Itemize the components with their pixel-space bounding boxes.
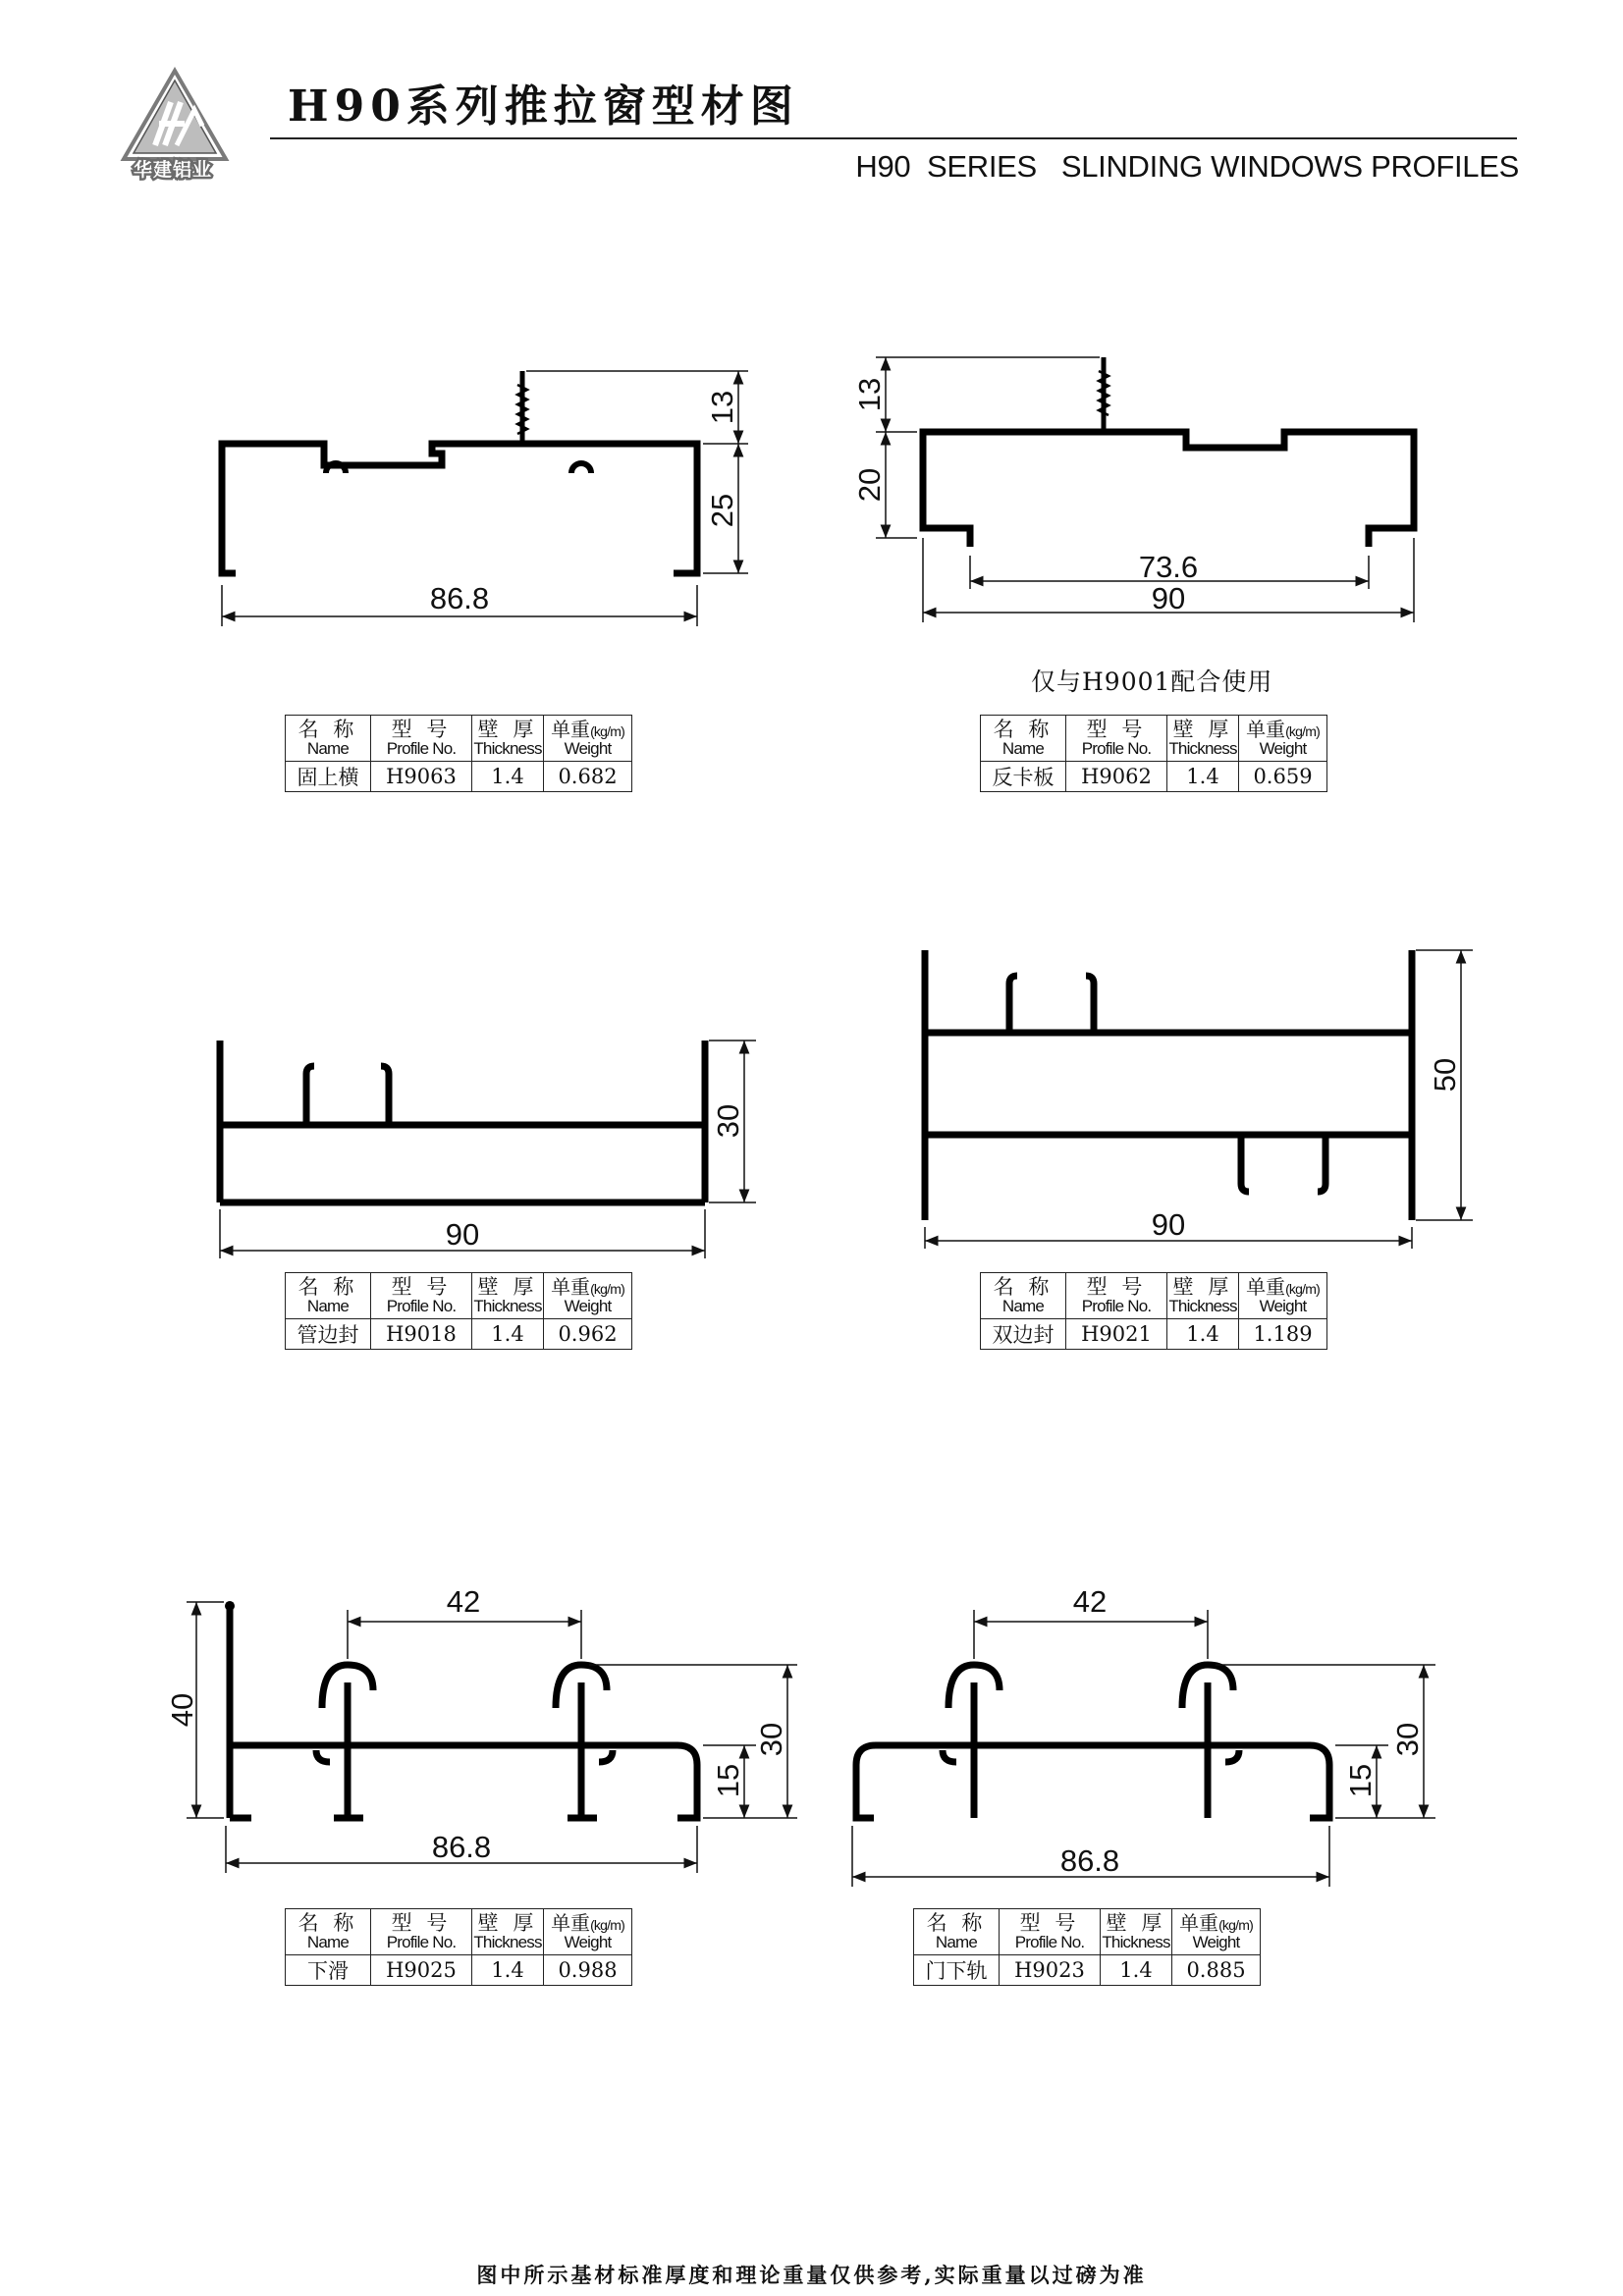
- profile-h9023-drawing: [856, 1665, 1329, 1818]
- profile-no: H9025: [371, 1955, 472, 1986]
- profile-thickness: 1.4: [472, 1319, 544, 1350]
- profile-no: H9023: [1000, 1955, 1101, 1986]
- profile-weight: 0.659: [1239, 762, 1327, 792]
- profile-name: 门下轨: [914, 1955, 1000, 1986]
- spec-table-h9021: 名 称 Name 型 号 Profile No. 壁 厚 Thickness 单重(kg/m) Weight 双边封 H9021 1.4 1.189: [980, 1272, 1327, 1350]
- profile-weight: 0.962: [544, 1319, 632, 1350]
- dim-h9062-width: 90: [1151, 581, 1186, 615]
- company-logo-text: 华建铝业: [133, 159, 212, 181]
- dim-h9062-height-a: 13: [852, 377, 887, 412]
- profile-no: H9063: [371, 762, 472, 792]
- dim-h9062-inner: 73.6: [1138, 550, 1199, 584]
- profile-thickness: 1.4: [1167, 762, 1239, 792]
- profile-name: 下滑: [286, 1955, 371, 1986]
- profile-h9018-drawing: [220, 1041, 705, 1202]
- profile-h9063-drawing: [222, 371, 697, 573]
- profile-name: 固上横: [286, 762, 371, 792]
- profile-weight: 0.682: [544, 762, 632, 792]
- profile-no: H9021: [1066, 1319, 1167, 1350]
- dim-h9063-width: 86.8: [429, 581, 490, 615]
- page-title: H90系列推拉窗型材图: [288, 81, 799, 132]
- profile-h9025-drawing: [225, 1601, 697, 1818]
- dim-h9062-height-b: 20: [852, 467, 887, 503]
- footer-disclaimer: 图中所示基材标准厚度和理论重量仅供参考,实际重量以过磅为准: [476, 2263, 1147, 2287]
- dim-h9025-height-b: 15: [711, 1763, 745, 1798]
- profile-no: H9062: [1066, 762, 1167, 792]
- profile-weight: 1.189: [1239, 1319, 1327, 1350]
- profile-thickness: 1.4: [472, 1955, 544, 1986]
- spec-table-h9025: 名 称 Name 型 号 Profile No. 壁 厚 Thickness 单重(kg/m) Weight 下滑 H9025 1.4 0.988: [285, 1908, 632, 1986]
- page-subtitle: H90 SERIES SLINDING WINDOWS PROFILES: [855, 149, 1519, 184]
- dim-h9025-height-total: 40: [165, 1692, 199, 1728]
- profile-no: H9018: [371, 1319, 472, 1350]
- profile-weight: 0.885: [1172, 1955, 1261, 1986]
- profile-thickness: 1.4: [1167, 1319, 1239, 1350]
- profile-name: 管边封: [286, 1319, 371, 1350]
- spec-table-h9063: 名 称 Name 型 号 Profile No. 壁 厚 Thickness 单重(kg/m) Weight 固上横 H9063 1.4 0.682: [285, 715, 632, 792]
- profile-weight: 0.988: [544, 1955, 632, 1986]
- profile-name: 双边封: [981, 1319, 1066, 1350]
- dim-h9063-height-b: 25: [705, 493, 739, 528]
- dim-h9063-height-a: 13: [705, 390, 739, 425]
- dim-h9025-height-a: 30: [754, 1722, 788, 1757]
- spec-table-h9023: 名 称 Name 型 号 Profile No. 壁 厚 Thickness 单重(kg/m) Weight 门下轨 H9023 1.4 0.885: [913, 1908, 1261, 1986]
- dim-h9023-spacing: 42: [1072, 1584, 1108, 1619]
- profile-h9025-dimensions: [187, 1602, 797, 1873]
- dim-h9021-height: 50: [1428, 1057, 1462, 1093]
- profile-thickness: 1.4: [472, 762, 544, 792]
- profile-thickness: 1.4: [1101, 1955, 1172, 1986]
- dim-h9025-width: 86.8: [431, 1830, 492, 1864]
- dim-h9025-spacing: 42: [446, 1584, 481, 1619]
- profile-h9062-drawing: [923, 357, 1414, 547]
- dim-h9018-width: 90: [445, 1217, 480, 1252]
- spec-table-h9018: 名 称 Name 型 号 Profile No. 壁 厚 Thickness 单重(kg/m) Weight 管边封 H9018 1.4 0.962: [285, 1272, 632, 1350]
- spec-table-h9062: 名 称 Name 型 号 Profile No. 壁 厚 Thickness 单重(kg/m) Weight 反卡板 H9062 1.4 0.659: [980, 715, 1327, 792]
- profile-h9021-drawing: [925, 950, 1412, 1220]
- dim-h9023-height-b: 15: [1343, 1763, 1378, 1798]
- dim-h9023-width: 86.8: [1059, 1843, 1120, 1878]
- profile-h9018-dimensions: [220, 1041, 756, 1258]
- dim-h9021-width: 90: [1151, 1207, 1186, 1242]
- h9062-usage-note: 仅与H9001配合使用: [1031, 667, 1273, 696]
- dim-h9023-height-a: 30: [1390, 1722, 1425, 1757]
- profile-name: 反卡板: [981, 762, 1066, 792]
- dim-h9018-height: 30: [711, 1103, 745, 1139]
